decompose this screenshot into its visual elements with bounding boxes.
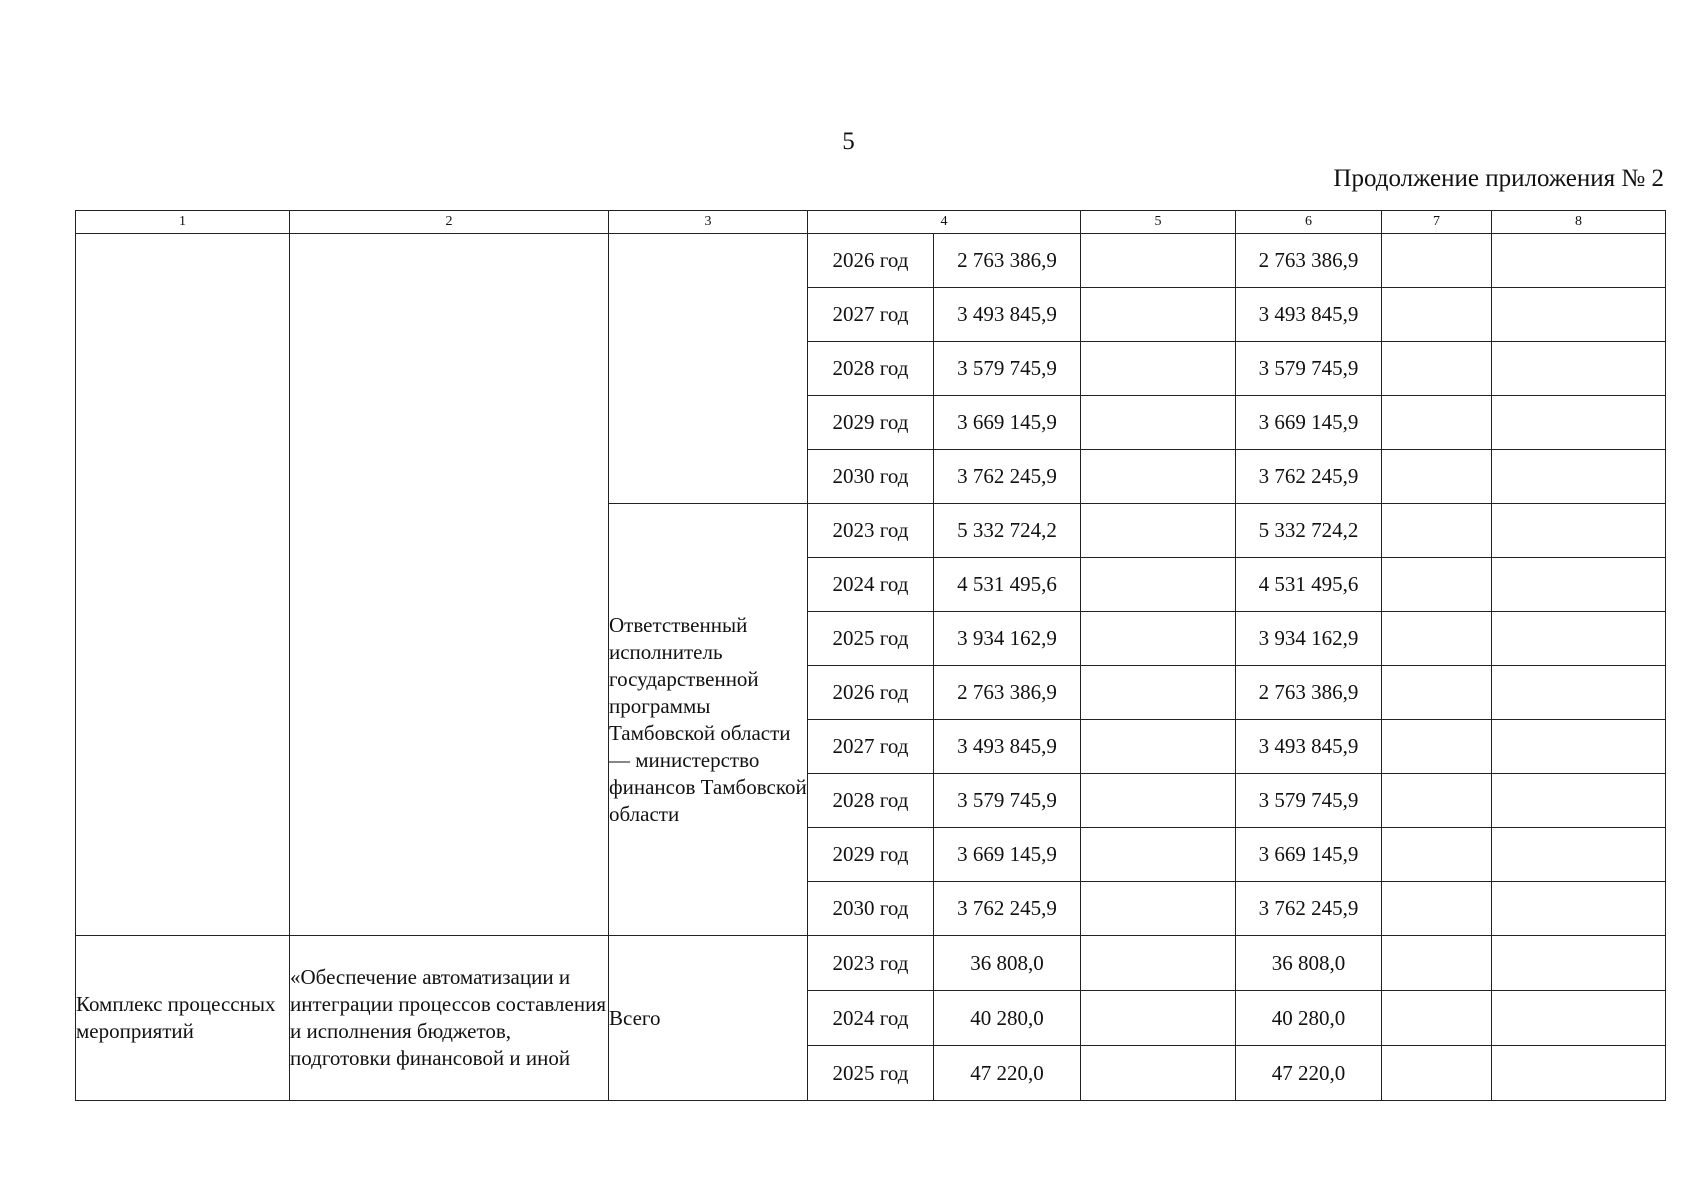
year-cell: 2028 год	[808, 774, 934, 828]
col7-cell	[1382, 936, 1492, 991]
header-cell-8: 8	[1492, 211, 1666, 234]
col8-cell	[1492, 991, 1666, 1046]
col6-cell: 3 762 245,9	[1236, 450, 1382, 504]
column-number-header	[76, 211, 1666, 234]
col7-cell	[1382, 234, 1492, 288]
header-cell-6: 6	[1236, 211, 1382, 234]
col7-cell	[1382, 396, 1492, 450]
col5-cell	[1081, 342, 1236, 396]
col6-cell: 3 579 745,9	[1236, 774, 1382, 828]
col1-continued-cell	[76, 234, 290, 936]
col5-cell	[1081, 666, 1236, 720]
col5-cell	[1081, 396, 1236, 450]
total-cell: 3 493 845,9	[934, 720, 1081, 774]
col6-cell: 3 493 845,9	[1236, 720, 1382, 774]
col6-cell: 3 669 145,9	[1236, 396, 1382, 450]
col8-cell	[1492, 720, 1666, 774]
header-cell-7: 7	[1382, 211, 1492, 234]
year-cell: 2024 год	[808, 558, 934, 612]
col8-cell	[1492, 1046, 1666, 1101]
col5-cell	[1081, 288, 1236, 342]
total-cell: 3 579 745,9	[934, 774, 1081, 828]
col8-cell	[1492, 936, 1666, 991]
budget-table	[75, 210, 1666, 1101]
col6-cell: 3 762 245,9	[1236, 882, 1382, 936]
col5-cell	[1081, 936, 1236, 991]
table-row	[76, 936, 1666, 991]
year-cell: 2028 год	[808, 342, 934, 396]
header-cell-4: 4	[808, 211, 1081, 234]
year-cell: 2024 год	[808, 991, 934, 1046]
col6-cell: 2 763 386,9	[1236, 666, 1382, 720]
col7-cell	[1382, 1046, 1492, 1101]
col7-cell	[1382, 342, 1492, 396]
header-cell-2: 2	[290, 211, 609, 234]
col5-cell	[1081, 612, 1236, 666]
total-cell: 4 531 495,6	[934, 558, 1081, 612]
header-cell-1: 1	[76, 211, 290, 234]
year-cell: 2029 год	[808, 828, 934, 882]
col8-cell	[1492, 450, 1666, 504]
col7-cell	[1382, 774, 1492, 828]
col7-cell	[1382, 450, 1492, 504]
col7-cell	[1382, 720, 1492, 774]
col7-cell	[1382, 558, 1492, 612]
col6-cell: 36 808,0	[1236, 936, 1382, 991]
col8-cell	[1492, 666, 1666, 720]
col3-continued-cell	[609, 234, 808, 504]
col5-cell	[1081, 720, 1236, 774]
total-cell: 3 493 845,9	[934, 288, 1081, 342]
col6-cell: 3 669 145,9	[1236, 828, 1382, 882]
col6-cell: 3 579 745,9	[1236, 342, 1382, 396]
col8-cell	[1492, 288, 1666, 342]
page-number: 5	[842, 128, 855, 155]
executor-total-cell: Всего	[609, 936, 808, 1101]
total-cell: 47 220,0	[934, 1046, 1081, 1101]
col5-cell	[1081, 828, 1236, 882]
year-cell: 2025 год	[808, 612, 934, 666]
col8-cell	[1492, 234, 1666, 288]
col6-cell: 40 280,0	[1236, 991, 1382, 1046]
col6-cell: 4 531 495,6	[1236, 558, 1382, 612]
col6-cell: 47 220,0	[1236, 1046, 1382, 1101]
total-cell: 40 280,0	[934, 991, 1081, 1046]
year-cell: 2027 год	[808, 288, 934, 342]
total-cell: 3 762 245,9	[934, 882, 1081, 936]
col7-cell	[1382, 991, 1492, 1046]
year-cell: 2026 год	[808, 666, 934, 720]
program-element-type-cell: Комплекс процессных мероприятий	[76, 936, 290, 1101]
total-cell: 3 669 145,9	[934, 828, 1081, 882]
total-cell: 3 579 745,9	[934, 342, 1081, 396]
col5-cell	[1081, 991, 1236, 1046]
header-cell-5: 5	[1081, 211, 1236, 234]
col7-cell	[1382, 612, 1492, 666]
total-cell: 2 763 386,9	[934, 234, 1081, 288]
col8-cell	[1492, 396, 1666, 450]
col6-cell: 3 493 845,9	[1236, 288, 1382, 342]
col5-cell	[1081, 234, 1236, 288]
year-cell: 2027 год	[808, 720, 934, 774]
col5-cell	[1081, 558, 1236, 612]
col7-cell	[1382, 288, 1492, 342]
header-cell-3: 3	[609, 211, 808, 234]
year-cell: 2025 год	[808, 1046, 934, 1101]
table-row	[76, 234, 1666, 288]
col6-cell: 3 934 162,9	[1236, 612, 1382, 666]
col5-cell	[1081, 450, 1236, 504]
total-cell: 3 669 145,9	[934, 396, 1081, 450]
year-cell: 2023 год	[808, 504, 934, 558]
col8-cell	[1492, 774, 1666, 828]
col8-cell	[1492, 558, 1666, 612]
col7-cell	[1382, 828, 1492, 882]
col6-cell: 5 332 724,2	[1236, 504, 1382, 558]
year-cell: 2026 год	[808, 234, 934, 288]
col8-cell	[1492, 882, 1666, 936]
total-cell: 5 332 724,2	[934, 504, 1081, 558]
col6-cell: 2 763 386,9	[1236, 234, 1382, 288]
year-cell: 2030 год	[808, 450, 934, 504]
responsible-executor-cell: Ответственный исполнитель государственной программы Тамбовской области — министерство финансов Тамбовской области	[609, 504, 808, 936]
col5-cell	[1081, 882, 1236, 936]
col5-cell	[1081, 774, 1236, 828]
program-element-name-cell: «Обеспечение автоматизации и интеграции процессов составления и исполнения бюджетов, подготовки финансовой и иной	[290, 936, 609, 1101]
col8-cell	[1492, 828, 1666, 882]
col7-cell	[1382, 882, 1492, 936]
total-cell: 3 762 245,9	[934, 450, 1081, 504]
appendix-continuation-note: Продолжение приложения № 2	[1333, 165, 1664, 192]
col8-cell	[1492, 612, 1666, 666]
total-cell: 2 763 386,9	[934, 666, 1081, 720]
col2-continued-cell	[290, 234, 609, 936]
year-cell: 2030 год	[808, 882, 934, 936]
col7-cell	[1382, 666, 1492, 720]
col8-cell	[1492, 342, 1666, 396]
col8-cell	[1492, 504, 1666, 558]
total-cell: 3 934 162,9	[934, 612, 1081, 666]
col7-cell	[1382, 504, 1492, 558]
year-cell: 2029 год	[808, 396, 934, 450]
col5-cell	[1081, 1046, 1236, 1101]
year-cell: 2023 год	[808, 936, 934, 991]
col5-cell	[1081, 504, 1236, 558]
total-cell: 36 808,0	[934, 936, 1081, 991]
